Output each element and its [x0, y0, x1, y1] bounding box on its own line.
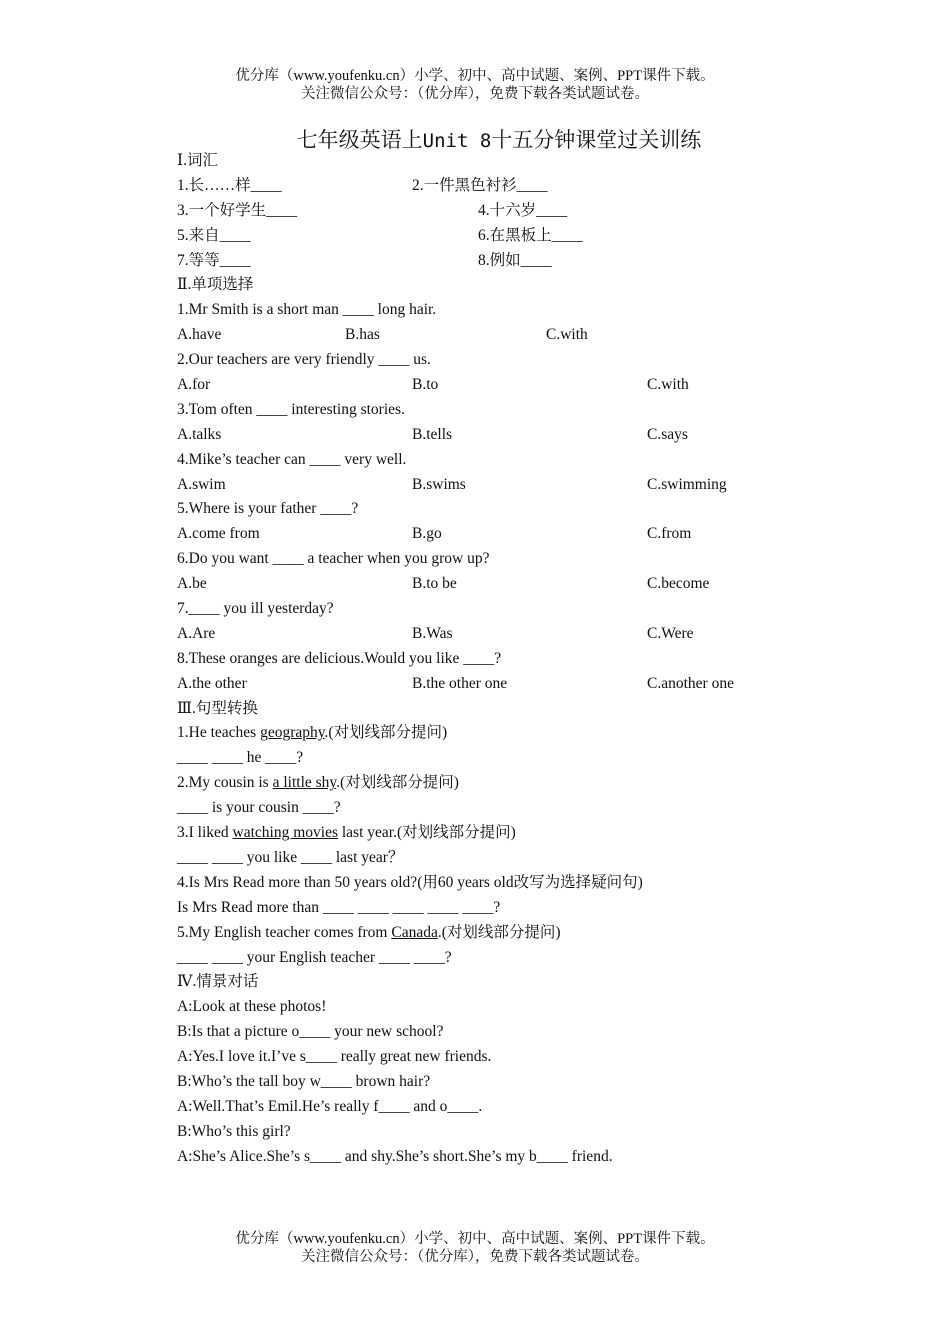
option-c: C.swimming	[647, 475, 727, 493]
question-instruction: .(对划线部分提问)	[336, 774, 459, 792]
answer-line: ____ ____ your English teacher ____ ____?	[177, 948, 452, 966]
options-row	[177, 423, 877, 448]
vocab-item: 6.在黑板上____	[478, 226, 583, 244]
vocab-item: 4.十六岁____	[478, 201, 568, 219]
question: 2.Our teachers are very friendly ____ us.	[177, 351, 431, 369]
transform-question	[177, 921, 877, 946]
dialogue-line: B:Is that a picture o____ your new school?	[177, 1023, 444, 1041]
options-row	[177, 672, 877, 697]
option-b: B.has	[345, 326, 380, 344]
vocab-row	[177, 249, 877, 274]
dialogue-line: B:Who’s the tall boy w____ brown hair?	[177, 1072, 431, 1090]
question-instruction: .(对划线部分提问)	[437, 923, 561, 941]
options-row	[177, 323, 877, 348]
option-a: A.come from	[177, 525, 260, 543]
underlined-part: watching movies	[232, 824, 338, 842]
question-text: 3.I liked	[177, 824, 233, 842]
question: 6.Do you want ____ a teacher when you grow up?	[177, 550, 490, 568]
vocab-item: 2.一件黑色衬衫____	[412, 176, 548, 194]
footer-line-1: 优分库（www.youfenku.cn）小学、初中、高中试题、案例、PPT课件下载。	[235, 1231, 715, 1247]
options-row	[177, 622, 877, 647]
title-part-2: Unit 8	[422, 130, 492, 152]
header-line-2: 关注微信公众号：（优分库），免费下载各类试题试卷。	[301, 86, 649, 102]
question: 3.Tom often ____ interesting stories.	[177, 400, 405, 418]
vocab-row	[177, 174, 877, 199]
section-4-heading: Ⅳ.情景对话	[177, 973, 259, 991]
options-row	[177, 572, 877, 597]
section-2-heading: Ⅱ.单项选择	[177, 276, 254, 294]
question: 8.These oranges are delicious.Would you like ____?	[177, 649, 502, 667]
vocab-item: 1.长……样____	[177, 176, 282, 194]
option-c: C.from	[647, 525, 692, 543]
page-footer	[0, 1230, 950, 1266]
answer-line: ____ is your cousin ____?	[177, 799, 341, 817]
option-c: C.become	[647, 575, 710, 593]
question: 1.Mr Smith is a short man ____ long hair.	[177, 301, 437, 319]
title-part-1: 七年级英语上	[296, 128, 423, 152]
section-3-heading: Ⅲ.句型转换	[177, 699, 258, 717]
option-a: A.have	[177, 326, 222, 344]
transform-question	[177, 821, 877, 846]
vocab-item: 8.例如____	[478, 251, 552, 269]
option-a: A.Are	[177, 624, 216, 642]
question-text: 5.My English teacher comes from	[177, 923, 392, 941]
header-line-1: 优分库（www.youfenku.cn）小学、初中、高中试题、案例、PPT课件下载。	[235, 68, 715, 84]
section-1-heading: Ⅰ.词汇	[177, 152, 218, 169]
underlined-part: geography	[260, 724, 325, 742]
option-c: C.with	[647, 376, 689, 394]
footer-line-2: 关注微信公众号：（优分库），免费下载各类试题试卷。	[301, 1249, 649, 1265]
vocab-item: 7.等等____	[177, 251, 251, 269]
option-b: B.swims	[412, 475, 466, 493]
vocab-item: 3.一个好学生____	[177, 201, 298, 219]
option-b: B.go	[412, 525, 442, 543]
option-a: A.swim	[177, 475, 226, 493]
option-b: B.to	[412, 376, 439, 394]
vocab-item: 5.来自____	[177, 226, 251, 244]
question-instruction: last year.(对划线部分提问)	[338, 824, 516, 842]
options-row	[177, 522, 877, 547]
transform-question	[177, 721, 877, 746]
question: 4.Mike’s teacher can ____ very well.	[177, 450, 407, 468]
question-text: 1.He teaches	[177, 724, 261, 742]
option-b: B.tells	[412, 425, 453, 443]
question: 7.____ you ill yesterday?	[177, 600, 334, 618]
dialogue-line: B:Who’s this girl?	[177, 1122, 291, 1140]
answer-line: Is Mrs Read more than ____ ____ ____ ____ ____?	[177, 898, 501, 916]
underlined-part: Canada	[391, 923, 438, 941]
option-b: B.Was	[412, 624, 453, 642]
option-c: C.Were	[647, 624, 694, 642]
transform-question	[177, 771, 877, 796]
vocab-row	[177, 199, 877, 224]
option-a: A.be	[177, 575, 207, 593]
option-b: B.to be	[412, 575, 457, 593]
dialogue-line: A:Yes.I love it.I’ve s____ really great new friends.	[177, 1048, 492, 1066]
option-c: C.another one	[647, 674, 734, 692]
options-row	[177, 473, 877, 498]
options-row	[177, 373, 877, 398]
question: 5.Where is your father ____?	[177, 500, 359, 518]
option-a: A.talks	[177, 425, 222, 443]
dialogue-line: A:Look at these photos!	[177, 998, 327, 1016]
question-instruction: .(对划线部分提问)	[324, 724, 448, 742]
option-c: C.says	[647, 425, 688, 443]
dialogue-line: A:She’s Alice.She’s s____ and shy.She’s short.She’s my b____ friend.	[177, 1147, 613, 1165]
answer-line: ____ ____ you like ____ last year？	[177, 848, 404, 866]
question-text: 2.My cousin is	[177, 774, 273, 792]
option-c: C.with	[546, 326, 588, 344]
title-part-3: 十五分钟课堂过关训练	[491, 128, 702, 152]
transform-question: 4.Is Mrs Read more than 50 years old?(用60 years old改写为选择疑问句)	[177, 873, 643, 891]
option-b: B.the other one	[412, 674, 508, 692]
page-header	[0, 67, 950, 103]
option-a: A.for	[177, 376, 211, 394]
option-a: A.the other	[177, 674, 247, 692]
worksheet-body	[177, 149, 877, 1170]
vocab-row	[177, 224, 877, 249]
underlined-part: a little shy	[272, 774, 337, 792]
dialogue-line: A:Well.That’s Emil.He’s really f____ and o____.	[177, 1097, 483, 1115]
answer-line: ____ ____ he ____?	[177, 749, 304, 767]
